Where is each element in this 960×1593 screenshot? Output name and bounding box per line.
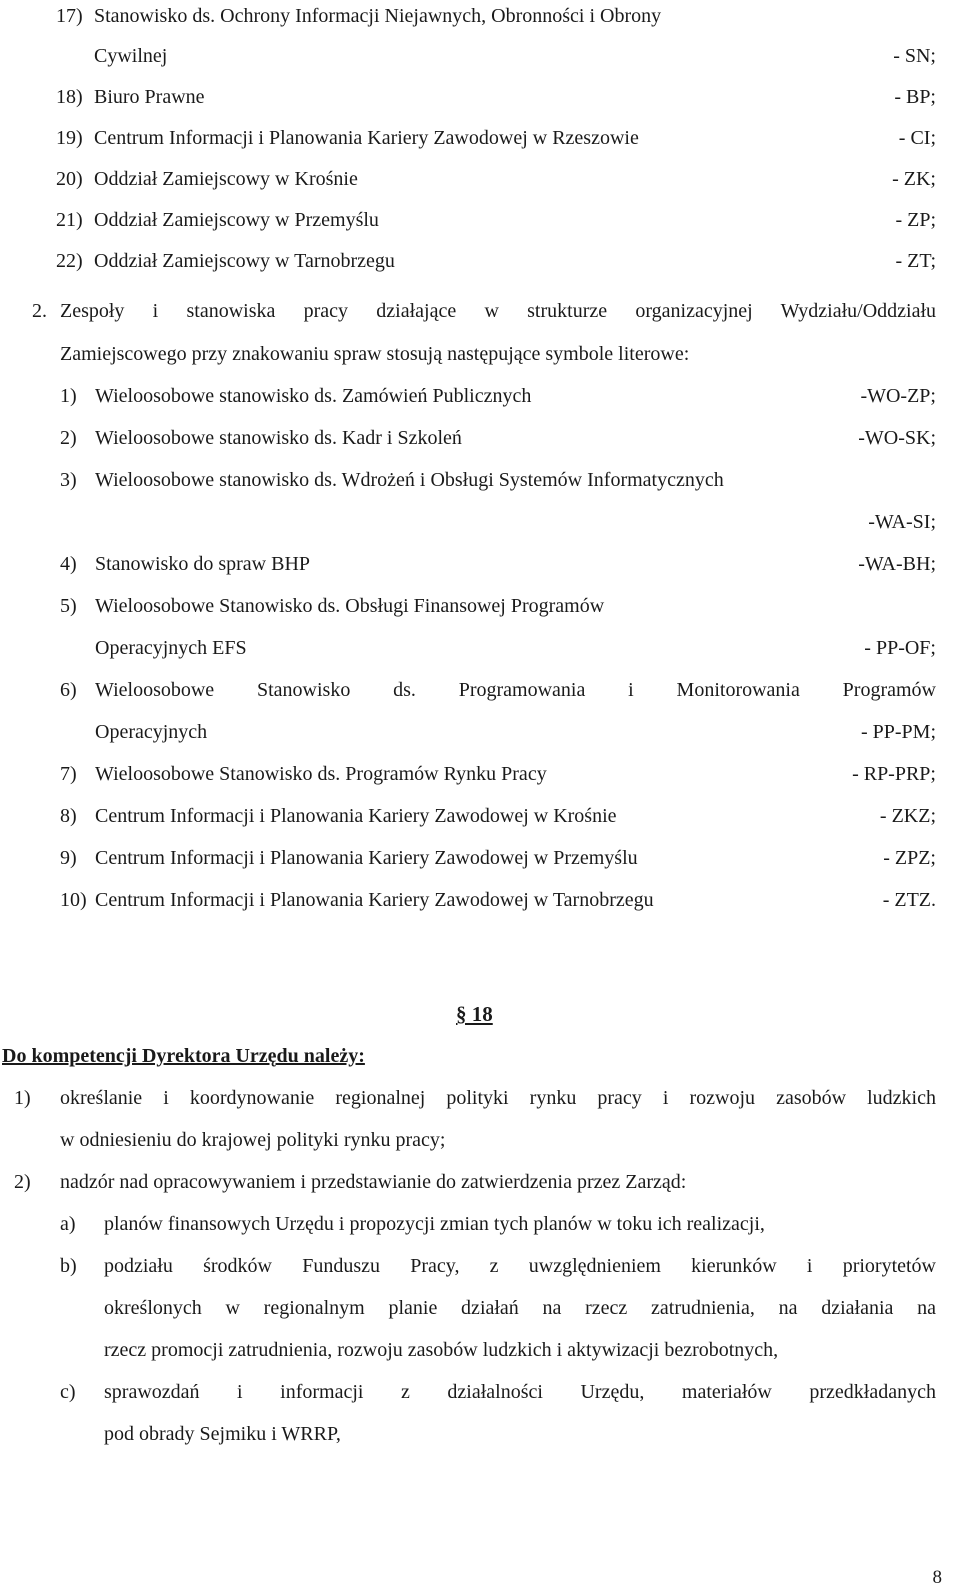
item-text: Centrum Informacji i Planowania Kariery Zawodowej w Przemyślu (95, 847, 638, 869)
item-number: 17) (56, 5, 83, 27)
item-text: Oddział Zamiejscowy w Przemyślu (94, 209, 379, 231)
section-number: 2. (32, 300, 47, 322)
list-item (14, 1086, 936, 1110)
item-text: Centrum Informacji i Planowania Kariery Zawodowej w Krośnie (95, 805, 617, 827)
list-item (60, 384, 936, 408)
item-text: Stanowisko do spraw BHP (95, 553, 311, 575)
list-item (60, 426, 936, 450)
item-number: 9) (60, 847, 77, 869)
list-item (56, 126, 936, 150)
list-item-continuation: w odniesieniu do krajowej polityki rynku pracy; (60, 1129, 446, 1151)
subitem-text: planów finansowych Urzędu i propozycji zmian tych planów w toku ich realizacji, (104, 1213, 765, 1235)
item-code: - RP-PRP; (852, 763, 936, 785)
item-text: Wieloosobowe Stanowisko ds. Programów Rynku Pracy (95, 763, 547, 785)
item-text: Wieloosobowe stanowisko ds. Kadr i Szkoleń (95, 427, 462, 449)
item-number: 2) (60, 427, 77, 449)
page-number: 8 (932, 1567, 942, 1588)
subitem-text: sprawozdań i informacji z działalności Urzędu, materiałów przedkładanych (104, 1381, 936, 1403)
list-item-continuation (60, 510, 936, 534)
subitem-text: podziału środków Funduszu Pracy, z uwzględnieniem kierunków i priorytetów (104, 1255, 936, 1277)
item-code: - PP-OF; (864, 637, 936, 659)
item-code: - CI; (898, 127, 936, 149)
item-code: -WO-SK; (858, 427, 936, 449)
item-text: Wieloosobowe Stanowisko ds. Programowania i Monitorowania Programów (95, 679, 936, 701)
item-text: nadzór nad opracowywaniem i przedstawianie do zatwierdzenia przez Zarząd: (60, 1171, 687, 1193)
list-item (14, 1170, 936, 1194)
item-number: 7) (60, 763, 77, 785)
list-item (56, 167, 936, 191)
subitem-text: pod obrady Sejmiku i WRRP, (104, 1423, 341, 1445)
item-number: 6) (60, 679, 77, 701)
list-item-continuation (56, 44, 936, 68)
subitem-text: rzecz promocji zatrudnienia, rozwoju zasobów ludzkich i aktywizacji bezrobotnych, (104, 1339, 779, 1361)
item-text: Operacyjnych EFS (95, 637, 247, 659)
item-number: 5) (60, 595, 77, 617)
item-text: Cywilnej (94, 45, 168, 67)
item-number: 18) (56, 86, 83, 108)
section-mark: § 18 (456, 1002, 493, 1026)
item-number: 20) (56, 168, 83, 190)
item-text: Centrum Informacji i Planowania Kariery Zawodowej w Tarnobrzegu (95, 889, 654, 911)
item-text: Wieloosobowe Stanowisko ds. Obsługi Finansowej Programów (95, 595, 605, 617)
item-number: 22) (56, 250, 83, 272)
section-heading: Do kompetencji Dyrektora Urzędu należy: (2, 1045, 365, 1067)
subitem-text: określonych w regionalnym planie działań na rzecz zatrudnienia, na działania na (104, 1297, 936, 1319)
list-item (60, 594, 936, 618)
section-intro: Zespoły i stanowiska pracy działające w strukturze organizacyjnej Wydziału/Oddziału (60, 300, 936, 322)
item-text: Oddział Zamiejscowy w Krośnie (94, 168, 358, 190)
item-code: -WO-ZP; (860, 385, 936, 407)
subitem-label: c) (60, 1381, 76, 1403)
item-text: Operacyjnych (95, 721, 208, 743)
list-item (56, 249, 936, 273)
item-code: - SN; (893, 45, 936, 67)
list-item (60, 468, 936, 492)
list-item (60, 888, 936, 912)
item-text: Wieloosobowe stanowisko ds. Wdrożeń i Obsługi Systemów Informatycznych (95, 469, 724, 491)
item-code: - BP; (894, 86, 936, 108)
section-intro: Zamiejscowego przy znakowaniu spraw stosują następujące symbole literowe: (60, 343, 690, 365)
item-number: 4) (60, 553, 77, 575)
item-code: - ZPZ; (883, 847, 936, 869)
item-code: - PP-PM; (860, 721, 936, 743)
item-code: -WA-BH; (858, 553, 936, 575)
item-number: 10) (60, 889, 87, 911)
item-code: - ZP; (895, 209, 936, 231)
list-item (56, 4, 936, 28)
list-item (60, 552, 936, 576)
list-item-continuation (60, 636, 936, 660)
item-number: 3) (60, 469, 77, 491)
list-item (60, 678, 936, 702)
item-code: - ZK; (892, 168, 936, 190)
item-number: 1) (60, 385, 77, 407)
item-text: Stanowisko ds. Ochrony Informacji Niejawnych, Obronności i Obrony (94, 5, 662, 27)
list-item-continuation (60, 720, 936, 744)
item-text: Oddział Zamiejscowy w Tarnobrzegu (94, 250, 395, 272)
list-item (60, 762, 936, 786)
list-item (56, 85, 936, 109)
list-item (60, 846, 936, 870)
list-item (56, 208, 936, 232)
subitem-label: a) (60, 1213, 76, 1235)
subitem-label: b) (60, 1255, 77, 1277)
item-text: Wieloosobowe stanowisko ds. Zamówień Publicznych (95, 385, 532, 407)
item-number: 8) (60, 805, 77, 827)
item-code: - ZTZ. (882, 889, 936, 911)
item-number: 2) (14, 1171, 31, 1193)
item-text: Biuro Prawne (94, 86, 205, 108)
item-text: określanie i koordynowanie regionalnej polityki rynku pracy i rozwoju zasobów ludzkich (60, 1087, 936, 1109)
item-number: 1) (14, 1087, 31, 1109)
item-text: Centrum Informacji i Planowania Kariery Zawodowej w Rzeszowie (94, 127, 639, 149)
item-number: 19) (56, 127, 83, 149)
item-code: -WA-SI; (868, 511, 936, 533)
item-number: 21) (56, 209, 83, 231)
item-code: - ZKZ; (879, 805, 936, 827)
list-item (60, 804, 936, 828)
item-code: - ZT; (895, 250, 936, 272)
